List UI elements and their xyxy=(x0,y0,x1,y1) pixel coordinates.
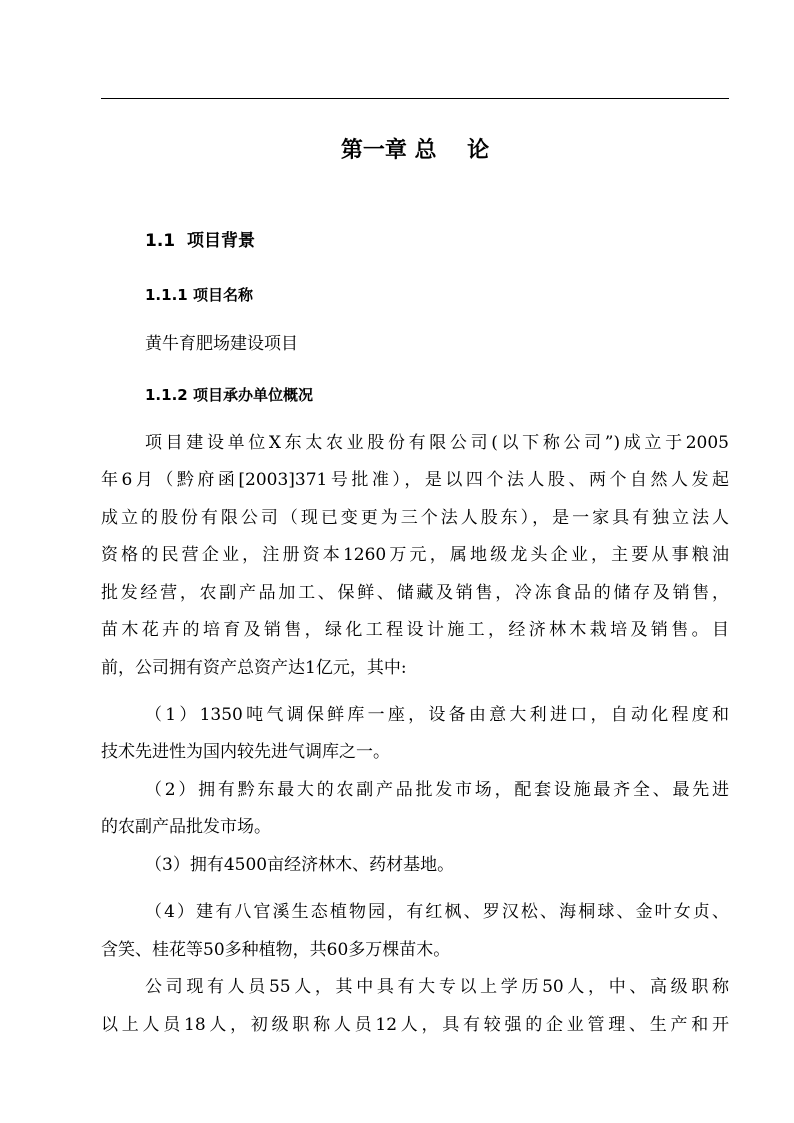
body-line: 技术先进性为国内较先进气调库之一。 xyxy=(101,742,390,762)
body-line: 项目建设单位X东太农业股份有限公司(以下称公司”)成立于2005 xyxy=(145,433,729,453)
body-line: 前，公司拥有资产总资产达1亿元，其中: xyxy=(101,658,407,678)
subsection-title: 项目承办单位概况 xyxy=(192,386,313,404)
subsection-number: 1.1.1 xyxy=(145,286,188,304)
body-line: （4）建有八官溪生态植物园，有红枫、罗汉松、海桐球、金叶女贞、 xyxy=(145,902,729,922)
subsection-heading-company xyxy=(145,381,313,409)
body-line: （2）拥有黔东最大的农副产品批发市场，配套设施最齐全、最先进 xyxy=(145,780,729,800)
body-line: 成立的股份有限公司（现已变更为三个法人股东），是一家具有独立法人 xyxy=(101,508,729,528)
body-line: （3）拥有4500亩经济林木、药材基地。 xyxy=(145,855,455,875)
body-line: 苗木花卉的培育及销售，绿化工程设计施工，经济林木栽培及销售。目 xyxy=(101,620,729,640)
body-line: 的农副产品批发市场。 xyxy=(101,817,271,837)
body-line: 批发经营，农副产品加工、保鲜、储藏及销售，冷冻食品的储存及销售， xyxy=(101,583,729,603)
body-line: 资格的民营企业，注册资本1260万元，属地级龙头企业，主要从事粮油 xyxy=(101,545,729,565)
body-line: 含笑、桂花等50多种植物，共60多万棵苗木。 xyxy=(101,940,451,960)
section-heading xyxy=(145,227,255,255)
chapter-title: 第一章 总 论 xyxy=(340,138,490,163)
body-line: 公司现有人员55人，其中具有大专以上学历50人，中、高级职称 xyxy=(145,977,729,997)
section-number: 1.1 xyxy=(145,231,176,251)
subsection-heading-name xyxy=(145,281,253,309)
body-line: （1）1350吨气调保鲜库一座，设备由意大利进口，自动化程度和 xyxy=(145,705,729,725)
body-line: 年6月（黔府函[2003]371号批准），是以四个法人股、两个自然人发起 xyxy=(101,470,729,490)
body-line: 以上人员18人，初级职称人员12人，具有较强的企业管理、生产和开 xyxy=(101,1015,729,1035)
subsection-title: 项目名称 xyxy=(192,286,253,304)
header-rule xyxy=(101,98,729,99)
project-name-text: 黄牛育肥场建设项目 xyxy=(145,334,298,354)
subsection-number: 1.1.2 xyxy=(145,386,188,404)
section-title: 项目背景 xyxy=(186,231,255,251)
